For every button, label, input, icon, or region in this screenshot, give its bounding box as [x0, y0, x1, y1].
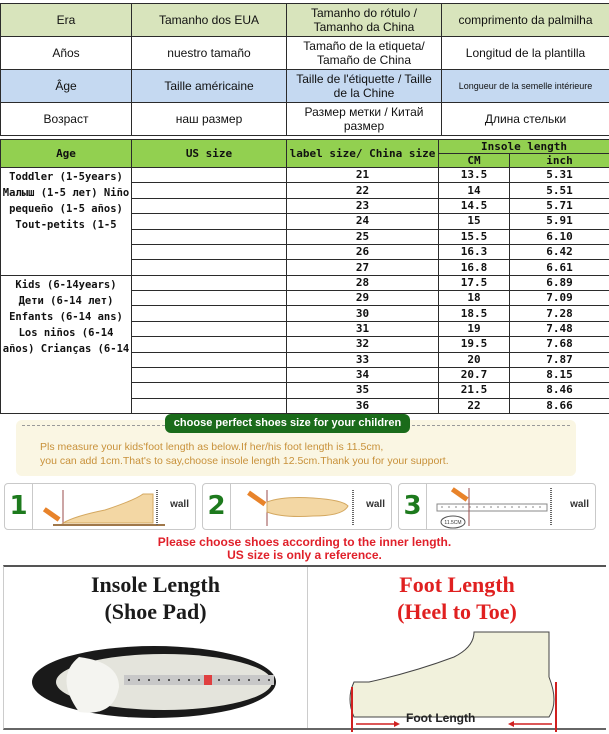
foot-length-label: Foot Length	[406, 711, 476, 725]
insole-inch-cell: 7.28	[510, 306, 609, 321]
insole-cm-cell: 19	[439, 321, 510, 336]
us-size-cell	[132, 352, 287, 367]
multilingual-header-table	[0, 3, 609, 136]
warning-text	[0, 536, 609, 562]
insole-cm-cell: 20.7	[439, 367, 510, 382]
foot-side-view-icon	[35, 486, 165, 528]
china-size-cell: 29	[287, 291, 439, 306]
age-group-cell: Toddler (1-5years) Малыш (1-5 лет) Niño pequeño (1-5 años) Tout-petits (1-5	[1, 168, 132, 276]
insole-inch-cell: 5.51	[510, 183, 609, 198]
insole-cm-cell: 18.5	[439, 306, 510, 321]
us-size-cell	[132, 337, 287, 352]
us-size-cell	[132, 244, 287, 259]
header-cell: Tamanho dos EUA	[132, 4, 287, 37]
us-size-cell	[132, 306, 287, 321]
size-row	[1, 275, 609, 290]
shoe-insole-image	[24, 637, 294, 727]
us-size-cell	[132, 398, 287, 413]
column-header-insole-length: Insole length	[439, 140, 609, 154]
header-row-russian	[1, 103, 609, 136]
measure-step-1	[4, 483, 196, 530]
us-size-cell	[132, 183, 287, 198]
insole-cm-cell: 18	[439, 291, 510, 306]
header-cell: Âge	[1, 70, 132, 103]
us-size-cell	[132, 229, 287, 244]
insole-inch-cell: 5.71	[510, 198, 609, 213]
china-size-cell: 35	[287, 383, 439, 398]
column-header-age: Age	[1, 140, 132, 168]
china-size-cell: 22	[287, 183, 439, 198]
column-header-label-size: label size/ China size	[287, 140, 439, 168]
insole-inch-cell: 7.48	[510, 321, 609, 336]
us-size-cell	[132, 198, 287, 213]
header-cell: Taille américaine	[132, 70, 287, 103]
china-size-cell: 34	[287, 367, 439, 382]
us-size-cell	[132, 275, 287, 290]
instruction-text	[40, 440, 580, 468]
instruction-badge: choose perfect shoes size for your children	[165, 414, 410, 433]
insole-cm-cell: 16.3	[439, 244, 510, 259]
insole-length-title: Insole Length (Shoe Pad)	[91, 572, 220, 624]
insole-cm-cell: 16.8	[439, 260, 510, 275]
column-header-cm: CM	[439, 154, 510, 168]
china-size-cell: 31	[287, 321, 439, 336]
insole-inch-cell: 6.61	[510, 260, 609, 275]
header-row-spanish	[1, 37, 609, 70]
us-size-cell	[132, 214, 287, 229]
instruction-line-2: you can add 1cm.That's to say,choose insole length 12.5cm.Thank you for your support.	[40, 455, 449, 467]
us-size-cell	[132, 291, 287, 306]
china-size-cell: 28	[287, 275, 439, 290]
measure-step-2	[202, 483, 392, 530]
age-group-cell: Kids (6-14years) Дети (6-14 лет) Enfants (6-14 ans) Los niños (6-14 años) Crianças (6-14	[1, 275, 132, 413]
insole-cm-cell: 14	[439, 183, 510, 198]
header-cell: Taille de l'étiquette / Taille de la Chine	[287, 70, 442, 103]
china-size-cell: 26	[287, 244, 439, 259]
header-cell: Длина стельки	[442, 103, 609, 136]
ruler-measure-icon	[429, 486, 561, 530]
insole-cm-cell: 21.5	[439, 383, 510, 398]
insole-cm-cell: 22	[439, 398, 510, 413]
warning-line-1: Please choose shoes according to the inner length.	[157, 535, 452, 549]
header-row-french	[1, 70, 609, 103]
instruction-line-1: Pls measure your kids'foot length as below.If her/his foot length is 11.5cm,	[40, 441, 384, 453]
insole-cm-cell: 20	[439, 352, 510, 367]
wall-label: wall	[170, 499, 189, 510]
insole-cm-cell: 19.5	[439, 337, 510, 352]
us-size-cell	[132, 168, 287, 183]
column-header-inch: inch	[510, 154, 609, 168]
insole-vs-foot-length-panel	[3, 565, 606, 730]
step-number: 3	[399, 484, 427, 529]
header-cell: Tamanho do rótulo / Tamanho da China	[287, 4, 442, 37]
size-chart-table	[0, 139, 609, 414]
header-cell: nuestro tamaño	[132, 37, 287, 70]
insole-inch-cell: 6.42	[510, 244, 609, 259]
foot-top-view-icon	[233, 486, 363, 528]
china-size-cell: 30	[287, 306, 439, 321]
insole-cm-cell: 15	[439, 214, 510, 229]
insole-inch-cell: 8.46	[510, 383, 609, 398]
insole-cm-cell: 17.5	[439, 275, 510, 290]
insole-inch-cell: 7.09	[510, 291, 609, 306]
us-size-cell	[132, 260, 287, 275]
insole-inch-cell: 7.68	[510, 337, 609, 352]
insole-cm-cell: 14.5	[439, 198, 510, 213]
measure-step-3	[398, 483, 596, 530]
insole-inch-cell: 5.91	[510, 214, 609, 229]
us-size-cell	[132, 321, 287, 336]
us-size-cell	[132, 367, 287, 382]
wall-label: wall	[570, 499, 589, 510]
china-size-cell: 36	[287, 398, 439, 413]
china-size-cell: 23	[287, 198, 439, 213]
insole-inch-cell: 7.87	[510, 352, 609, 367]
insole-cm-cell: 13.5	[439, 168, 510, 183]
foot-length-title: Foot Length (Heel to Toe)	[397, 572, 517, 624]
header-cell: Tamaño de la etiqueta/ Tamaño de China	[287, 37, 442, 70]
header-row-portuguese	[1, 4, 609, 37]
step-number: 2	[203, 484, 231, 529]
header-cell: Размер метки / Китай размер	[287, 103, 442, 136]
china-size-cell: 32	[287, 337, 439, 352]
header-cell: Longitud de la plantilla	[442, 37, 609, 70]
svg-text:11.5CM: 11.5CM	[444, 520, 462, 526]
header-cell: наш размер	[132, 103, 287, 136]
insole-inch-cell: 5.31	[510, 168, 609, 183]
header-cell: comprimento da palmilha	[442, 4, 609, 37]
insole-inch-cell: 8.15	[510, 367, 609, 382]
china-size-cell: 25	[287, 229, 439, 244]
china-size-cell: 33	[287, 352, 439, 367]
header-cell: Возраст	[1, 103, 132, 136]
size-row	[1, 168, 609, 183]
china-size-cell: 27	[287, 260, 439, 275]
insole-inch-cell: 8.66	[510, 398, 609, 413]
header-cell: Años	[1, 37, 132, 70]
header-cell: Era	[1, 4, 132, 37]
insole-cm-cell: 15.5	[439, 229, 510, 244]
insole-inch-cell: 6.10	[510, 229, 609, 244]
china-size-cell: 24	[287, 214, 439, 229]
wall-label: wall	[366, 499, 385, 510]
header-cell: Longueur de la semelle intérieure	[442, 70, 609, 103]
us-size-cell	[132, 383, 287, 398]
step-number: 1	[5, 484, 33, 529]
insole-inch-cell: 6.89	[510, 275, 609, 290]
china-size-cell: 21	[287, 168, 439, 183]
column-header-us-size: US size	[132, 140, 287, 168]
warning-line-2: US size is only a reference.	[227, 548, 382, 562]
